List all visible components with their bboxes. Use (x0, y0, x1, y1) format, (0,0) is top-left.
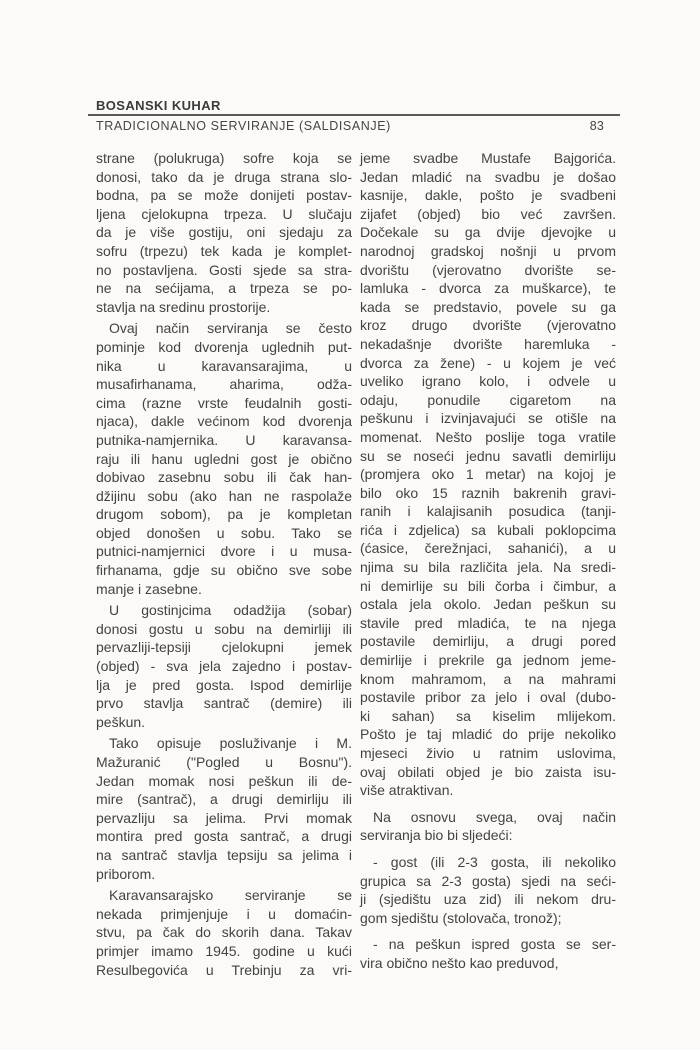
text-line: ne na sećijama, a trpeza se po- (96, 280, 352, 297)
text-line: pominje kod dvorenja uglednih put- (96, 338, 352, 355)
text-line: Resulbegovića u Trebinju za vri- (96, 961, 352, 978)
text-line: grupica sa 2-3 gosta) sjedi na seći- (360, 872, 616, 889)
text-line: nekada primjenjuje i u domaćin- (96, 905, 352, 922)
text-line: Na osnovu svega, ovaj način (373, 808, 616, 825)
text-line: ranih i kalajisanih posudica (tanji- (360, 503, 616, 520)
text-line: na santrač stavlja tepsiju sa jelima i (96, 846, 352, 863)
text-line: ovaj obilati objed je bio zaista isu- (360, 763, 616, 780)
text-line: strane (polukruga) sofre koja se (96, 150, 352, 166)
text-line: peškunu i izvinjavajući se otišle na (360, 410, 616, 427)
text-line: Jedan mladić na svadbu je došao (360, 168, 616, 185)
text-line: manje i zasebne. (96, 580, 202, 597)
text-line: stvu, pa čak do skorih dana. Takav (96, 924, 352, 941)
text-line: Tako opisuje posluživanje i M. (109, 735, 352, 752)
text-line: donosi, tako da je druga strana slo- (96, 168, 352, 185)
text-line: njaca), dakle većinom kod dvorenja (96, 413, 352, 430)
paragraph (360, 808, 616, 845)
text-line: vira obično nešto kao preduvod, (360, 954, 559, 971)
text-line: no postavljena. Gosti sjede sa stra- (96, 261, 352, 278)
text-line: putnici-namjernici dvore i u musa- (96, 543, 352, 560)
text-line: objed donošen u sobu. Tako se (96, 524, 352, 541)
text-line: knom mahramom, a na mahrami (360, 670, 616, 687)
text-line: su se noseći jednu savatli demirliju (360, 447, 616, 464)
text-line: firhanama, gdje su obično sve sobe (96, 562, 352, 579)
text-line: kada se predstavio, povele su ga (360, 298, 616, 315)
text-line: rića i zdjelica) sa kubali poklopcima (360, 521, 616, 538)
text-line: peškun. (96, 713, 146, 730)
text-line: gom sjedištu (stolovača, tronož); (360, 909, 562, 926)
text-line: kasnije, dakle, pošto je svadbeni (360, 187, 616, 204)
text-line: Pošto je taj mladić do prije nekoliko (360, 726, 616, 743)
paragraph (96, 319, 352, 598)
text-line: džijinu sobu (ako han ne raspolaže (96, 487, 352, 504)
text-line: Jedan momak nosi peškun ili de- (96, 772, 352, 789)
text-line: postavile pribor za jelo i oval (dubo- (360, 689, 616, 706)
text-line: stavile pred mladića, te na njega (360, 614, 616, 631)
text-line: više atraktivan. (360, 782, 454, 799)
paragraph (360, 853, 616, 927)
text-line: nika u karavansarajima, u (96, 357, 352, 374)
text-line: prvo stavlja santrač (demire) ili (96, 695, 352, 712)
text-line: sofru (trpezu) tek kada je komplet- (96, 242, 352, 259)
text-line: serviranja bio bi sljedeći: (360, 827, 513, 844)
text-line: zijafet (objed) bio već završen. (360, 205, 616, 222)
right-column (360, 149, 616, 982)
paragraph (96, 601, 352, 731)
text-line: dvorca za žene) - u kojem je već (360, 354, 616, 371)
section-title: TRADICIONALNO SERVIRANJE (SALDISANJE) (96, 119, 391, 133)
text-line: Karavansarajsko serviranje se (109, 887, 352, 904)
text-line: lamluka - dvorca za muškarce), te (360, 280, 616, 297)
header-subtitle-row (96, 119, 616, 133)
text-line: - na peškun ispred gosta se ser- (373, 936, 616, 953)
text-line: Dočekale su ga dvije djevojke u (360, 224, 616, 241)
text-line: raju ili hanu ugledni gost je obično (96, 450, 352, 467)
text-line: bodna, pa se može donijeti postav- (96, 187, 352, 204)
text-line: U gostinjcima odadžija (sobar) (109, 602, 352, 619)
text-line: Ovaj način serviranja se često (109, 320, 352, 337)
book-title: BOSANSKI KUHAR (96, 98, 221, 113)
page-header (96, 99, 616, 133)
text-line: pervazliju sa jelima. Prvi momak (96, 809, 352, 826)
text-line: uveliko igrano kolo, i odvele u (360, 373, 616, 390)
paragraph (360, 149, 616, 800)
text-line: musafirhanama, aharima, odža- (96, 376, 352, 393)
text-line: ostala jela okolo. Jedan peškun su (360, 596, 616, 613)
text-line: ljena cjelokupna trpeza. U slučaju (96, 205, 352, 222)
text-line: priborom. (96, 865, 156, 882)
text-line: ji (sjedištu uza zid) ili nekom dru- (360, 891, 616, 908)
text-line: ki sahan) sa kiselim mlijekom. (360, 707, 616, 724)
text-line: narodnoj gradskoj nošnji u prvom (360, 242, 616, 259)
text-line: njima su bila različita jela. Na sredi- (360, 559, 616, 576)
text-line: mjeseci živio u ratnim uslovima, (360, 745, 616, 761)
text-line: pervazliji-tepsiji cjelokupni jemek (96, 639, 352, 656)
text-line: momenat. Nešto poslije toga vratile (360, 428, 616, 445)
text-columns (96, 149, 616, 982)
text-line: drugom sobom), pa je kompletan (96, 506, 352, 523)
left-column (96, 149, 352, 982)
paragraph (360, 935, 616, 972)
text-line: nekadašnje dvorište haremluka - (360, 335, 616, 352)
paragraph (96, 149, 352, 316)
paragraph (96, 886, 352, 979)
text-line: (promjera oko 1 metar) na kojoj je (360, 466, 616, 483)
text-line: jeme svadbe Mustafe Bajgorića. (360, 150, 616, 166)
text-line: lja je pred gosta. Ispod demirlije (96, 676, 352, 693)
header-rule (88, 114, 620, 116)
text-line: postavile demirliju, a drugi pored (360, 633, 616, 650)
text-line: donosi gostu u sobu na demirliji ili (96, 620, 352, 637)
text-line: (objed) - sva jela zajedno i postav- (96, 658, 352, 675)
text-line: odaju, ponudile cigaretom na (360, 391, 616, 408)
text-line: mire (santrač), a drugi demirliju ili (96, 791, 352, 808)
text-line: demirlije i prekrile ga jednom jeme- (360, 652, 616, 669)
text-line: montira pred gosta santrač, a drugi (96, 828, 352, 845)
text-line: primjer imamo 1945. godine u kući (96, 942, 352, 959)
text-line: Mažuranić ("Pogled u Bosnu"). (96, 754, 352, 770)
text-line: stavlja na sredinu prostorije. (96, 298, 271, 315)
page-number: 83 (589, 119, 604, 133)
text-line: cima (razne vrste feudalnih gosti- (96, 394, 352, 411)
text-line: dobivao zasebnu sobu ili čak han- (96, 469, 352, 486)
text-line: ni demirlije su bili čorba i čimbur, a (360, 577, 616, 594)
text-line: (ćasice, čerežnjaci, sahanići), a u (360, 540, 616, 557)
text-line: kroz drugo dvorište (vjerovatno (360, 317, 616, 334)
text-line: dvorištu (vjerovatno dvorište se- (360, 261, 616, 278)
text-line: putnika-namjernika. U karavansa- (96, 431, 352, 448)
text-line: - gost (ili 2-3 gosta, ili nekoliko (373, 853, 616, 870)
text-line: bilo oko 15 raznih bakrenih gravi- (360, 484, 616, 501)
text-line: da je više gostiju, oni sjedaju za (96, 224, 352, 241)
paragraph (96, 734, 352, 883)
